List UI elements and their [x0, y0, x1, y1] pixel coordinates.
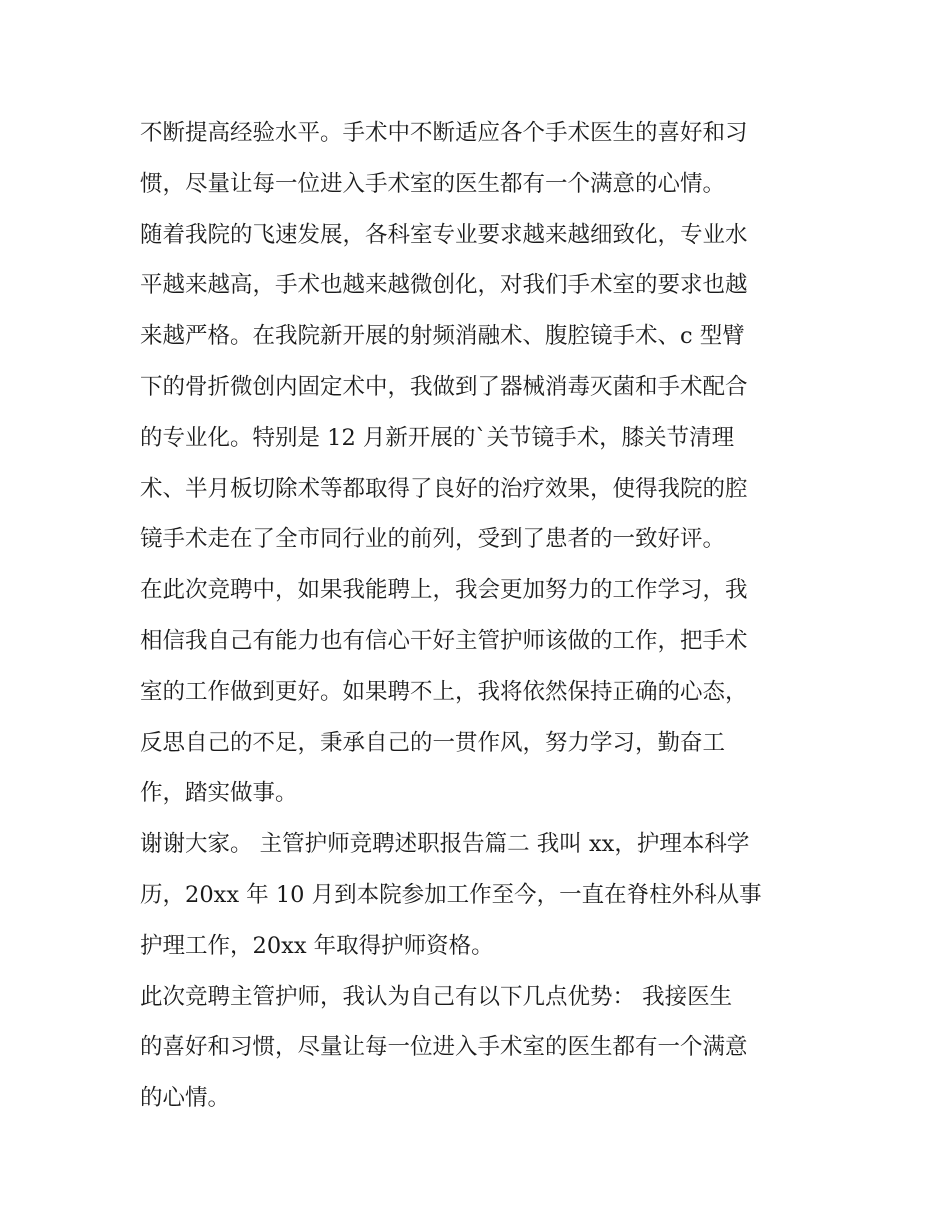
- text-line: 谢谢大家。 主管护师竞聘述职报告篇二 我叫 xx，护理本科学: [140, 831, 750, 858]
- text-line: 反思自己的不足，秉承自己的一贯作风，努力学习，勤奋工: [140, 729, 726, 756]
- text-line: 惯，尽量让每一位进入手术室的医生都有一个满意的心情。: [140, 170, 726, 197]
- text-line: 的喜好和习惯，尽量让每一位进入手术室的医生都有一个满意: [140, 1034, 748, 1061]
- text-line: 的专业化。特别是 12 月新开展的`关节镜手术，膝关节清理: [140, 424, 735, 451]
- text-line: 下的骨折微创内固定术中，我做到了器械消毒灭菌和手术配合: [140, 373, 748, 400]
- text-line: 的心情。: [140, 1085, 231, 1112]
- text-line: 镜手术走在了全市同行业的前列，受到了患者的一致好评。: [140, 526, 726, 553]
- text-line: 术、半月板切除术等都取得了良好的治疗效果，使得我院的腔: [140, 475, 748, 502]
- text-line: 室的工作做到更好。如果聘不上，我将依然保持正确的心态，: [140, 678, 748, 705]
- text-line: 随着我院的飞速发展，各科室专业要求越来越细致化，专业水: [140, 221, 748, 248]
- text-line: 护理工作，20xx 年取得护师资格。: [140, 932, 494, 959]
- text-line: 历，20xx 年 10 月到本院参加工作至今，一直在脊柱外科从事: [140, 881, 762, 908]
- text-line: 相信我自己有能力也有信心干好主管护师该做的工作，把手术: [140, 627, 748, 654]
- text-line: 作，踏实做事。: [140, 780, 298, 807]
- text-line: 在此次竞聘中，如果我能聘上，我会更加努力的工作学习，我: [140, 577, 748, 604]
- text-line: 不断提高经验水平。手术中不断适应各个手术医生的喜好和习: [140, 120, 748, 146]
- text-line: 此次竞聘主管护师，我认为自己有以下几点优势： 我接医生: [140, 983, 733, 1010]
- document-body-text: [140, 108, 820, 1124]
- text-line: 来越严格。在我院新开展的射频消融术、腹腔镜手术、c 型臂: [140, 323, 745, 350]
- text-line: 平越来越高，手术也越来越微创化，对我们手术室的要求也越: [140, 272, 748, 299]
